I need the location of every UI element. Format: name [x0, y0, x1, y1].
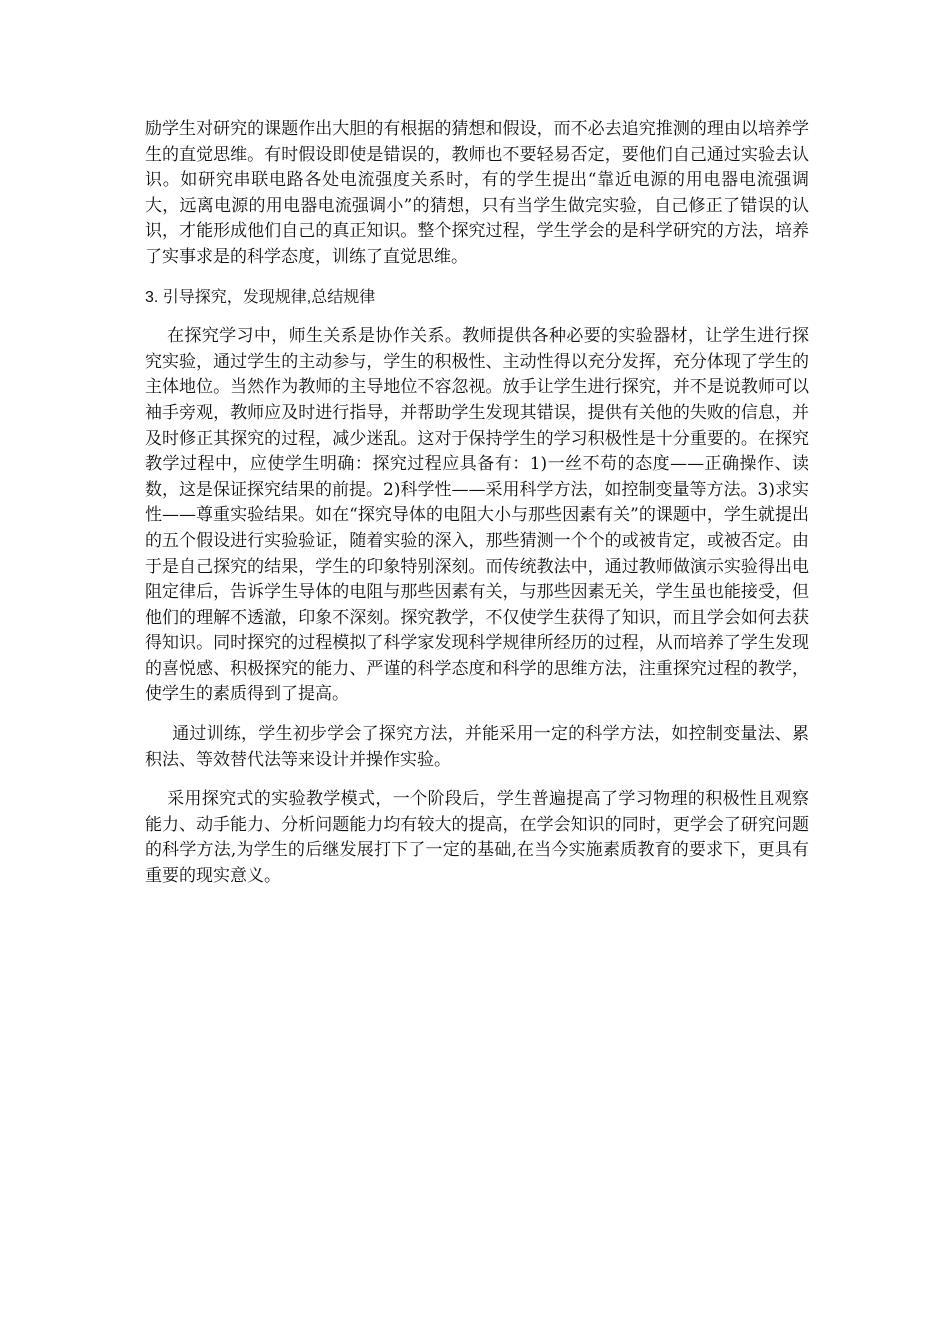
section-heading-3: 3. 引导探究，发现规律,总结规律: [145, 288, 376, 306]
document-page: [145, 117, 809, 890]
paragraph-1: 励学生对研究的课题作出大胆的有根据的猜想和假设，而不必去追究推测的理由以培养学生的直觉思维。有时假设即使是错误的，教师也不要轻易否定，要他们自己通过实验去认识。如研究串联电路各处电流强度关系时，有的学生提出“靠近电源的用电器电流强调大，远离电源的用电器电流强调小”的猜想，只有当学生做完实验，自己修正了错误的认识，才能形成他们自己的真正知识。整个探究过程，学生学会的是科学研究的方法，培养了实事求是的科学态度，训练了直觉思维。: [145, 119, 809, 267]
paragraph-3: 在探究学习中，师生关系是协作关系。教师提供各种必要的实验器材，让学生进行探究实验，通过学生的主动参与，学生的积极性、主动性得以充分发挥，充分体现了学生的主体地位。当然作为教师的主导地位不容忽视。放手让学生进行探究，并不是说教师可以袖手旁观，教师应及时进行指导，并帮助学生发现其错误，提供有关他的失败的信息，并及时修正其探究的过程，减少迷乱。这对于保持学生的学习积极性是十分重要的。在探究教学过程中，应使学生明确：探究过程应具备有：1)一丝不苟的态度——正确操作、读数，这是保证探究结果的前提。2)科学性——采用科学方法，如控制变量等方法。3)求实性——尊重实验结果。如在“探究导体的电阻大小与那些因素有关”的课题中，学生就提出的五个假设进行实验验证，随着实验的深入，那些猜测一个个的或被肯定，或被否定。由于是自己探究的结果，学生的印象特别深刻。而传统教法中，通过教师做演示实验得出电阻定律后，告诉学生导体的电阻与那些因素有关，与那些因素无关，学生虽也能接受，但他们的理解不透澈，印象不深刻。探究教学，不仅使学生获得了知识，而且学会如何去获得知识。同时探究的过程模拟了科学家发现科学规律所经历的过程，从而培养了学生发现的喜悦感、积极探究的能力、严谨的科学态度和科学的思维方法，注重探究过程的教学，使学生的素质得到了提高。: [145, 326, 809, 705]
paragraph-5: 采用探究式的实验教学模式，一个阶段后，学生普遍提高了学习物理的积极性且观察能力、动手能力、分析问题能力均有较大的提高，在学会知识的同时，更学会了研究问题的科学方法,为学生的后继发展打下了一定的基础,在当今实施素质教育的要求下，更具有重要的现实意义。: [145, 789, 809, 887]
paragraph-4: 通过训练，学生初步学会了探究方法，并能采用一定的科学方法，如控制变量法、累积法、等效替代法等来设计并操作实验。: [145, 724, 809, 770]
